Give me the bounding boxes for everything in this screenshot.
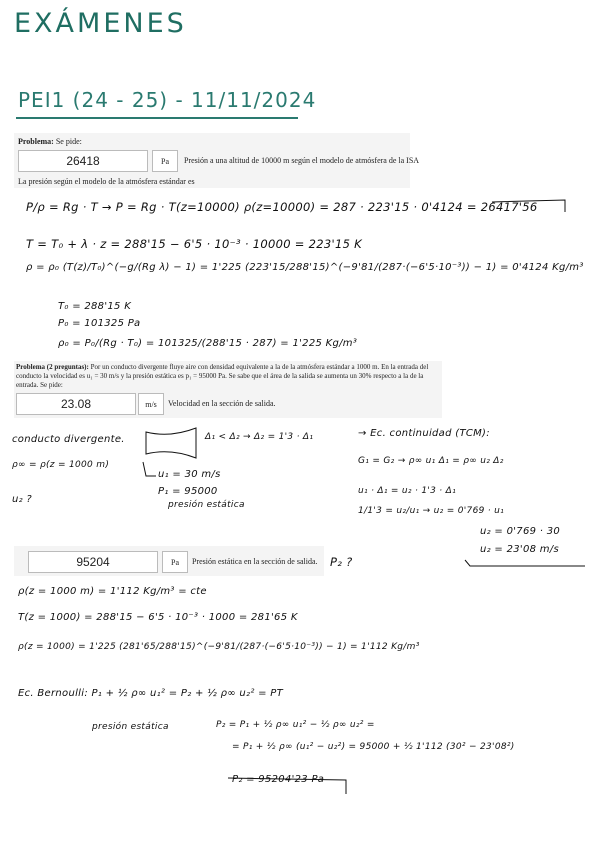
hw3-d3: ρ(z = 1000) = 1'225 (281'65/288'15)^(−9'81/(287·(−6'5·10⁻³)) − 1) = 1'112 Kg/m³ [18,642,420,652]
hw2-c5: u₂ = 0'769 · 30 [480,526,561,537]
hw2-a1: conducto divergente. [12,434,125,445]
problem2-unit: m/s [138,393,164,415]
hw1-line4: T₀ = 288'15 K [58,301,132,312]
exam-heading: PEI1 (24 - 25) - 11/11/2024 [18,88,317,112]
hw3-e4: = P₁ + ½ ρ∞ (u₁² − u₂²) = 95000 + ½ 1'112 (30² − 23'08²) [232,742,515,752]
hw3-e3: P₂ = P₁ + ½ ρ∞ u₁² − ½ ρ∞ u₂² = [216,720,375,730]
hw2-b2: u₁ = 30 m/s [158,469,221,480]
problem3-description: Presión estática en la sección de salida. [192,557,318,566]
hw2-b4: presión estática [168,500,245,510]
hw2-c3: u₁ · Δ₁ = u₂ · 1'3 · Δ₁ [358,486,456,496]
problem2-prompt-line1: Por un conducto divergente fluye aire con densidad equivalente a la de la atmósfera estándar a 1000 m. En la entrada del [90,363,429,371]
hw1-result-box [492,200,565,212]
hw2-c1: → Ec. continuidad (TCM): [358,428,490,439]
problem1-prompt-text: Se pide: [55,137,82,146]
hw1-line5: P₀ = 101325 Pa [58,318,141,329]
hw2-c6: u₂ = 23'08 m/s [480,544,559,555]
page-title: EXÁMENES [14,8,187,39]
problem2-description: Velocidad en la sección de salida. [168,399,276,408]
problem1-prompt-bold: Problema: [18,137,54,146]
duct-outline [146,428,196,458]
hw3-e5: P₂ = 95204'23 Pa [232,774,325,785]
hw2-b3: P₁ = 95000 [158,486,218,497]
problem2-prompt-line2: conducto la velocidad es u₁ = 30 m/s y la presión estática es p₁ = 95000 Pa. Se sabe que el área de la salida se aumenta un 30% respecto a la de la [16,372,424,380]
problem1-answer-field[interactable]: 26418 [18,150,148,172]
hw2-b1: Δ₁ < Δ₂ → Δ₂ = 1'3 · Δ₁ [205,432,314,442]
hw3-e1: Ec. Bernoulli: P₁ + ½ ρ∞ u₁² = P₂ + ½ ρ∞ u₂² = PT [18,688,284,699]
problem1-unit: Pa [152,150,178,172]
hw2-c4: 1/1'3 = u₂/u₁ → u₂ = 0'769 · u₁ [358,506,505,516]
problem1-description: Presión a una altitud de 10000 m según el modelo de atmósfera de la ISA [184,156,420,165]
hw3-e2: presión estática [92,722,169,732]
duct-arrow [143,462,156,476]
problem3-unit: Pa [162,551,188,573]
hw3-d1: ρ(z = 1000 m) = 1'112 Kg/m³ = cte [18,586,207,597]
hw2-a3: u₂ ? [12,494,33,505]
hw1-line3: ρ = ρ₀ (T(z)/T₀)^(−g/(Rg λ) − 1) = 1'225 (223'15/288'15)^(−9'81/(287·(−6'5·10⁻³)) − 1) = 0'4124 Kg/m³ [26,262,584,273]
problem2-prompt-bold: Problema (2 preguntas): [16,363,89,371]
u2-box-bracket [465,560,585,566]
problem1-footer: La presión según el modelo de la atmósfera estándar es [18,177,195,186]
hw3-d2: T(z = 1000) = 288'15 − 6'5 · 10⁻³ · 1000 = 281'65 K [18,612,298,623]
hw1-line6: ρ₀ = P₀/(Rg · T₀) = 101325/(288'15 · 287) = 1'225 Kg/m³ [58,338,358,349]
hw1-line1: P/ρ = Rg · T → P = Rg · T(z=10000) ρ(z=10000) = 287 · 223'15 · 0'4124 = 26417'56 [26,200,538,214]
problem2-answer-field[interactable]: 23.08 [16,393,136,415]
hw2-a2: ρ∞ = ρ(z = 1000 m) [12,460,110,470]
hw2-c2: G₁ = G₂ → ρ∞ u₁ Δ₁ = ρ∞ u₂ Δ₂ [358,456,504,466]
problem3-hw-p2: P₂ ? [330,555,353,569]
hw1-line2: T = T₀ + λ · z = 288'15 − 6'5 · 10⁻³ · 10000 = 223'15 K [26,237,363,251]
problem3-answer-field[interactable]: 95204 [28,551,158,573]
problem2-prompt-line3: entrada. Se pide: [16,381,63,389]
